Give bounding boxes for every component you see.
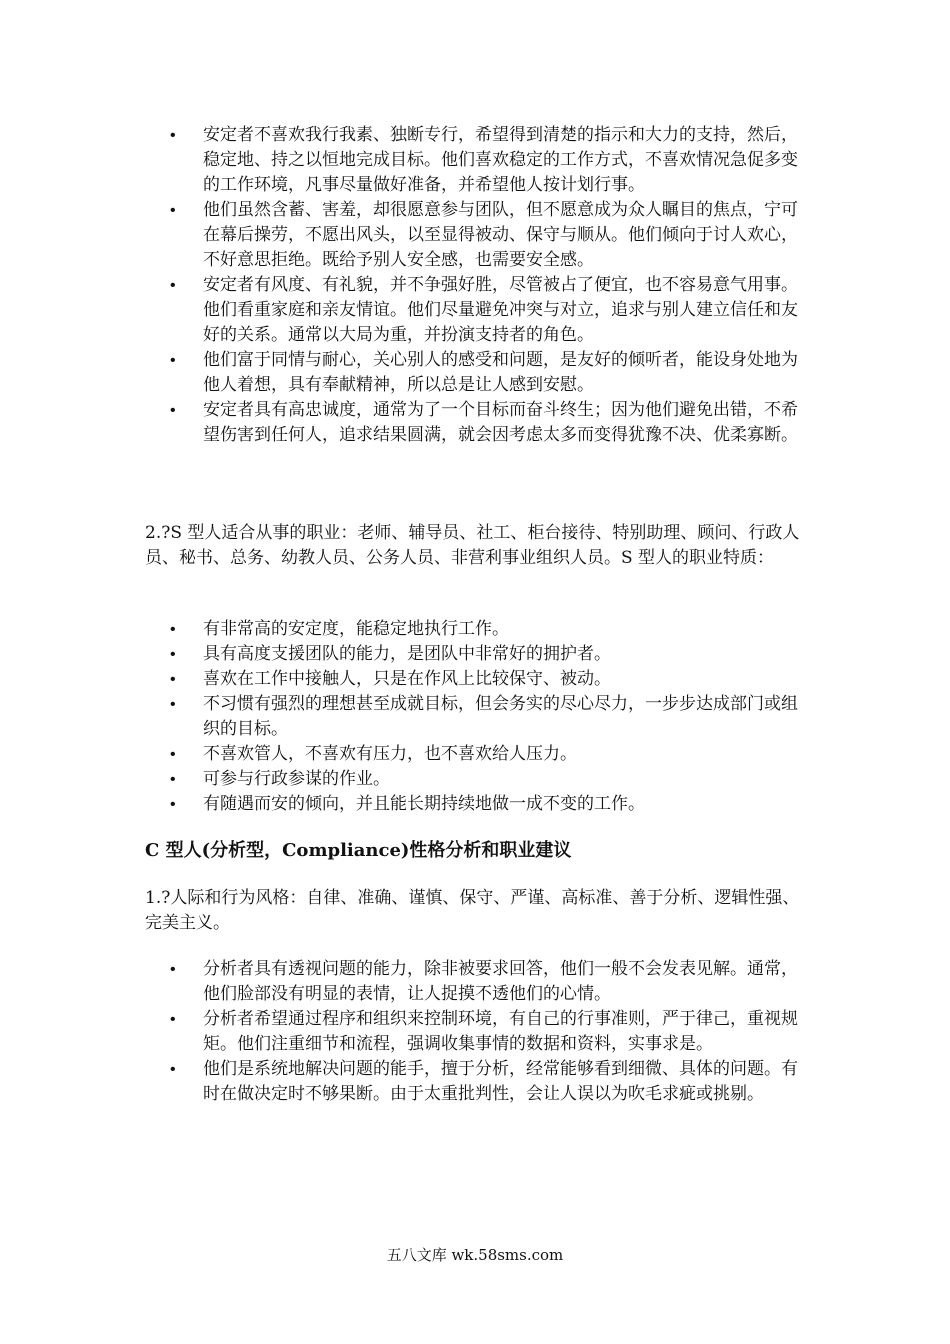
list-item: • 他们虽然含蓄、害羞，却很愿意参与团队，但不愿意成为众人瞩目的焦点，宁可在幕后操劳，不愿出风头，以至显得被动、保守与顺从。他们倾向于讨人欢心，不好意思拒绝。既给予别人安全感，也需要安全感。: [170, 198, 810, 273]
list-item: • 他们富于同情与耐心，关心别人的感受和问题，是友好的倾听者，能设身处地为他人着想，具有奉献精神，所以总是让人感到安慰。: [170, 348, 810, 398]
list-item: • 不喜欢管人，不喜欢有压力，也不喜欢给人压力。: [170, 742, 810, 767]
list-item: • 不习惯有强烈的理想甚至成就目标，但会务实的尽心尽力，一步步达成部门或组织的目标。: [170, 692, 810, 742]
list-item: • 安定者有风度、有礼貌，并不争强好胜，尽管被占了便宜，也不容易意气用事。他们看重家庭和亲友情谊。他们尽量避免冲突与对立，追求与别人建立信任和友好的关系。通常以大局为重，并扮演支持者的角色。: [170, 273, 810, 348]
c-style-paragraph: 1.?人际和行为风格：自律、准确、谨慎、保守、严谨、高标准、善于分析、逻辑性强、完美主义。: [145, 888, 800, 933]
s-career-traits-list: [170, 617, 810, 817]
list-item: • 安定者具有高忠诚度，通常为了一个目标而奋斗终生；因为他们避免出错，不希望伤害到任何人，追求结果圆满，就会因考虑太多而变得犹豫不决、优柔寡断。: [170, 398, 810, 448]
list-item: • 安定者不喜欢我行我素、独断专行，希望得到清楚的指示和大力的支持，然后，稳定地、持之以恒地完成目标。他们喜欢稳定的工作方式，不喜欢情况急促多变的工作环境，凡事尽量做好准备，并希望他人按计划行事。: [170, 123, 810, 198]
s-career-paragraph: 2.?S 型人适合从事的职业：老师、辅导员、社工、柜台接待、特别助理、顾问、行政人员、秘书、总务、幼教人员、公务人员、非营利事业组织人员。S 型人的职业特质：: [145, 523, 800, 568]
list-item: • 分析者具有透视问题的能力，除非被要求回答，他们一般不会发表见解。通常，他们脸部没有明显的表情，让人捉摸不透他们的心情。: [170, 957, 810, 1007]
c-traits-list: [170, 957, 810, 1107]
list-item: • 分析者希望通过程序和组织来控制环境，有自己的行事准则，严于律己，重视规矩。他们注重细节和流程，强调收集事情的数据和资料，实事求是。: [170, 1007, 810, 1057]
list-item: • 喜欢在工作中接触人，只是在作风上比较保守、被动。: [170, 667, 810, 692]
list-item: • 具有高度支援团队的能力，是团队中非常好的拥护者。: [170, 642, 810, 667]
list-item: • 有非常高的安定度，能稳定地执行工作。: [170, 617, 810, 642]
list-item: • 可参与行政参谋的作业。: [170, 767, 810, 792]
list-item: • 他们是系统地解决问题的能手，擅于分析，经常能够看到细微、具体的问题。有时在做决定时不够果断。由于太重批判性，会让人误以为吹毛求疵或挑剔。: [170, 1057, 810, 1107]
s-traits-list: [170, 123, 810, 448]
list-item: • 有随遇而安的倾向，并且能长期持续地做一成不变的工作。: [170, 792, 810, 817]
c-type-heading: C 型人(分析型，Compliance)性格分析和职业建议: [145, 840, 572, 861]
page-footer: 五八文库 wk.58sms.com: [386, 1246, 564, 1264]
